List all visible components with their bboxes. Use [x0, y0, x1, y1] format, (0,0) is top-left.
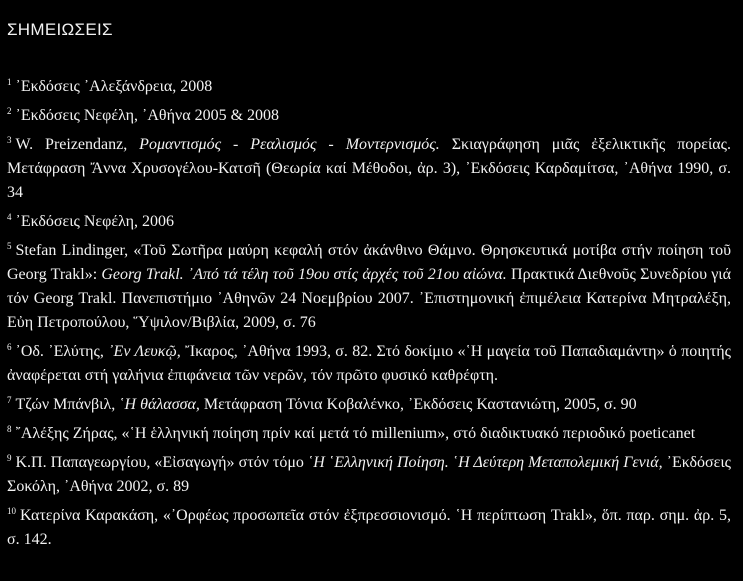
footnote-number: 7: [7, 395, 12, 405]
footnote-text: Κατερίνα Καρακάση, «᾿Ορφέως προσωπεῖα στόν ἐξπρεσσιονισμό. ῾Η περίπτωση Trakl», ὅπ. παρ. σημ. ἀρ. 5, σ. 142.: [7, 507, 731, 548]
footnote-number: 6: [7, 342, 12, 352]
footnote-number: 4: [7, 212, 12, 222]
footnote-number: 10: [7, 506, 16, 516]
footnote-number: 8: [7, 424, 12, 434]
footnote-text: Σκιαγράφηση μιᾶς ἐξελικτικῆς πορείας. Μετάφραση Ἄννα Χρυσογέλου-Κατσῆ (Θεωρία καί Μέθοδοι, ἀρ. 3), ᾿Εκδόσεις Καρδαμίτσα, ᾿Αθήνα 1990, σ. 34: [7, 136, 732, 201]
footnote-number: 1: [7, 77, 12, 87]
footnote-text: Stefan Lindinger, «Τοῦ Σωτῆρα μαύρη κεφαλή στόν ἀκάνθινο Θάμνο. Θρησκευτικά μοτίβα στήν ποίηση τοῦ Georg Trakl»:: [7, 242, 731, 283]
footnote-text: ᾿Εκδόσεις Νεφέλη, 2006: [15, 213, 175, 230]
footnote-text: Τζών Μπάνβιλ,: [15, 396, 120, 413]
footnote-text: ῎Αλέξης Ζήρας, «῾Η ἑλληνική ποίηση πρίν καί μετά τό millenium», στό διαδικτυακό περιοδικό poeticanet: [15, 425, 696, 442]
footnote-number: 9: [7, 453, 12, 463]
footnote-number: 2: [7, 106, 12, 116]
footnote-text: ᾿Εκδόσεις ᾿Αλεξάνδρεια, 2008: [15, 78, 213, 95]
footnote-title-italic: Ρομαντισμός - Ρεαλισμός - Μοντερνισμός.: [139, 136, 440, 153]
footnote-9: [7, 446, 731, 499]
footnote-title-italic: Georg Trakl. ᾿Από τά τέλη τοῦ 19ου στίς ἀρχές τοῦ 21ου αἰώνα.: [101, 266, 507, 283]
footnote-number: 5: [7, 241, 12, 251]
footnote-number: 3: [7, 135, 12, 145]
footnote-3: [7, 128, 731, 205]
footnotes-list: [7, 70, 731, 552]
footnote-text: ᾿Εκδόσεις Νεφέλη, ᾿Αθήνα 2005 & 2008: [15, 107, 280, 124]
footnote-2: [7, 99, 731, 128]
footnote-text: Ἴκαρος, ᾿Αθήνα 1993, σ. 82. Στό δοκίμιο «῾Η μαγεία τοῦ Παπαδιαμάντη» ὁ ποιητής ἀναφέρεται στή γαλήνια ἐπιφάνεια τῶν νερῶν, τόν πρῶτο φυσικό καθρέφτη.: [7, 343, 732, 384]
footnote-7: [7, 388, 731, 417]
footnote-4: [7, 205, 731, 234]
footnote-text: Κ.Π. Παπαγεωργίου, «Εἰσαγωγή» στόν τόμο: [15, 454, 308, 471]
footnote-5: [7, 234, 731, 335]
footnote-8: [7, 417, 731, 446]
footnote-title-italic: ῾Η ῾Ελληνική Ποίηση. ῾Η Δεύτερη Μεταπολεμική Γενιά,: [307, 454, 663, 471]
footnote-text: ᾿Εκδόσεις Σοκόλη, ᾿Αθήνα 2002, σ. 89: [7, 454, 731, 495]
page-title: ΣΗΜΕΙΩΣΕΙΣ: [7, 20, 113, 39]
footnote-text: W. Preizendanz,: [15, 136, 140, 153]
footnote-text: Πρακτικά Διεθνοῦς Συνεδρίου γιά τόν Georg Trakl. Πανεπιστήμιο ᾿Αθηνῶν 24 Νοεμβρίου 2007. ᾿Επιστημονική ἐπιμέλεια Κατερίνα Μητραλέξη, Εὐη Πετροπούλου, Ὕψιλον/Βιβλία, 2009, σ. 76: [7, 266, 731, 331]
footnote-title-italic: ᾿Εν Λευκῷ,: [108, 343, 181, 360]
footnote-1: [7, 70, 731, 99]
footnote-10: [7, 499, 731, 552]
footnote-text: Μετάφραση Τόνια Κοβαλένκο, ᾿Εκδόσεις Καστανιώτη, 2005, σ. 90: [199, 396, 637, 413]
footnote-title-italic: ῾Η θάλασσα,: [119, 396, 200, 413]
footnote-text: ᾿Οδ. ᾿Ελύτης,: [15, 343, 109, 360]
footnote-6: [7, 335, 731, 388]
